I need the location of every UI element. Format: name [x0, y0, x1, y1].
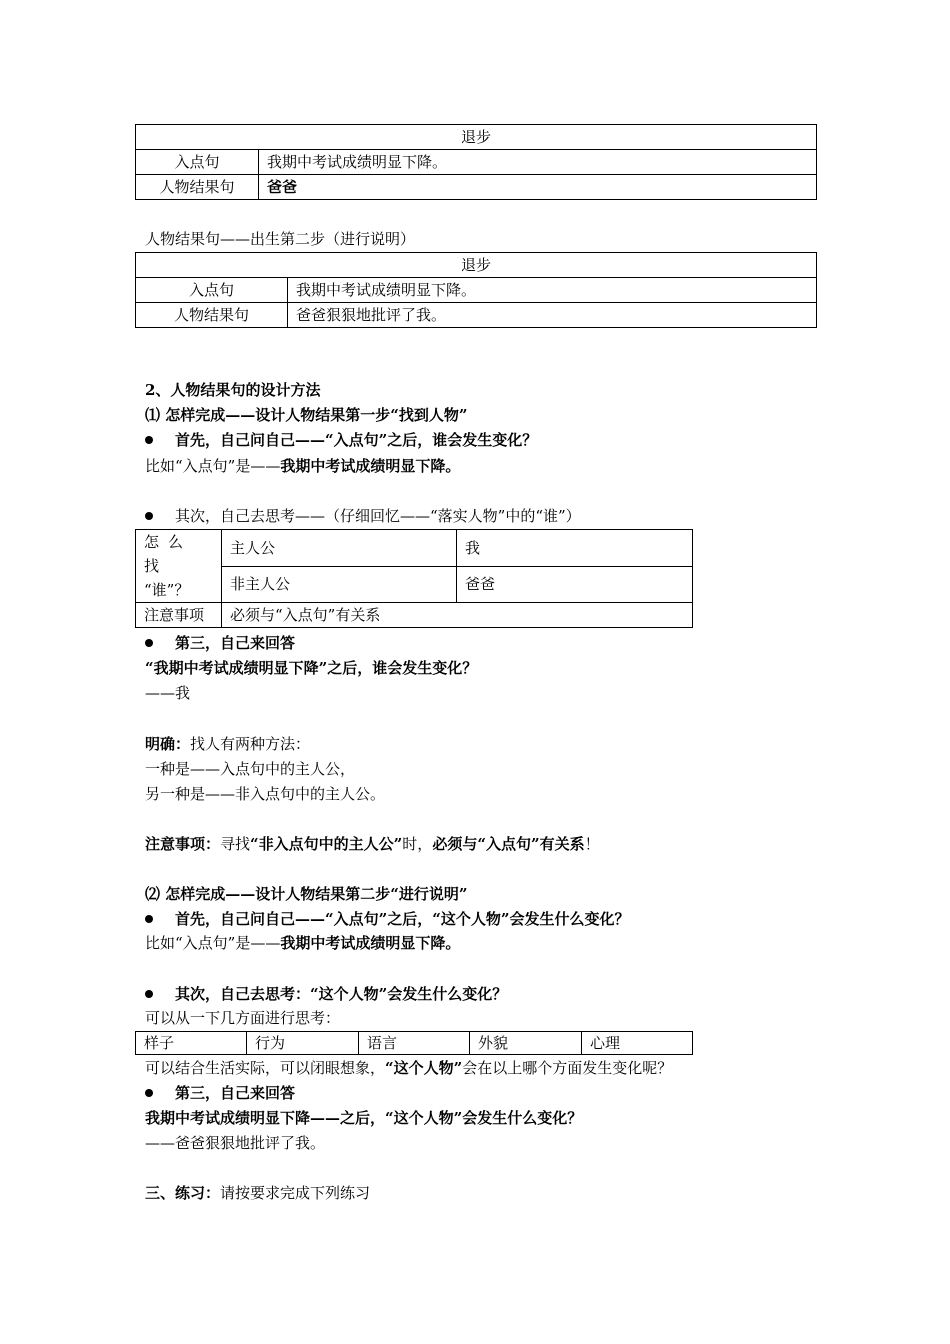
method-line: 一种是——入点句中的主人公， [145, 760, 356, 778]
label-line: 怎么找 [144, 533, 193, 575]
imagine-bold: “这个人物” [385, 1059, 463, 1077]
note-line [145, 832, 600, 857]
note-label: 注意事项： [145, 835, 221, 853]
table-header: 退步 [136, 253, 817, 278]
bullet-icon [145, 1089, 153, 1097]
table-cell: 爸爸 [457, 566, 693, 603]
step-title: ⑴ 怎样完成——设计人物结果第一步“找到人物” [145, 406, 468, 424]
table-cell-label: 入点句 [136, 150, 259, 175]
example-line [145, 454, 460, 479]
table-row [136, 150, 817, 175]
aspect-cell: 行为 [247, 1032, 359, 1055]
bullet-icon [145, 436, 153, 444]
bullet-line [145, 907, 630, 932]
bullet-text: 首先，自己问自己——“入点句”之后，“这个人物”会发生什么变化？ [175, 910, 630, 928]
note-bold: “非入点句中的主人公” [250, 835, 403, 853]
table-cell-label: 入点句 [136, 278, 288, 303]
answer-text: ——我 [145, 684, 191, 702]
example-bold: 我期中考试成绩明显下降。 [280, 457, 461, 475]
section-title [145, 1181, 370, 1206]
table-cell: 我 [457, 530, 693, 567]
caption: 人物结果句——出生第二步（进行说明） [145, 230, 416, 248]
bullet-icon [145, 915, 153, 923]
section-label: 三、练习： [145, 1184, 221, 1202]
imagine-line [145, 1056, 672, 1081]
answer-question: “我期中考试成绩明显下降”之后，谁会发生变化？ [145, 659, 478, 677]
label-line: “谁”？ [144, 581, 190, 599]
table-find-who [135, 529, 693, 628]
table-cell-label: 注意事项 [136, 603, 222, 628]
aspect-cell: 外貌 [470, 1032, 582, 1055]
note-text: 寻找 [220, 835, 251, 853]
aspects-intro: 可以从一下几方面进行思考： [145, 1009, 341, 1027]
section-title: 2、人物结果句的设计方法 [145, 381, 321, 399]
clear-text: 找人有两种方法： [190, 735, 311, 753]
bullet-line [145, 1081, 295, 1106]
method-line: 另一种是——非入点句中的主人公。 [145, 785, 386, 803]
table-cell-label: 人物结果句 [136, 175, 259, 200]
table-row [136, 530, 693, 567]
table-row [136, 303, 817, 328]
bullet-icon [145, 512, 153, 520]
example-bold: 我期中考试成绩明显下降。 [280, 934, 461, 952]
table-row [136, 253, 817, 278]
bullet-icon [145, 639, 153, 647]
imagine-text: 会在以上哪个方面发生变化呢？ [462, 1059, 673, 1077]
bullet-line [145, 982, 507, 1007]
table-row [136, 175, 817, 200]
table-row [136, 278, 817, 303]
note-bold: 必须与“入点句”有关系 [432, 835, 585, 853]
table-header: 退步 [136, 125, 817, 150]
table-result-sentence-2 [135, 252, 817, 328]
bullet-line [145, 631, 295, 656]
table-row [136, 1032, 693, 1055]
clear-line [145, 732, 310, 757]
table-cell-label: 人物结果句 [136, 303, 288, 328]
section-text: 请按要求完成下列练习 [220, 1184, 371, 1202]
bullet-line [145, 428, 537, 453]
table-row [136, 603, 693, 628]
bullet-text: 其次，自己去思考：“这个人物”会发生什么变化？ [175, 985, 508, 1003]
aspect-cell: 语言 [359, 1032, 470, 1055]
table-result-sentence-1 [135, 124, 817, 200]
bullet-text: 第三，自己来回答 [175, 634, 296, 652]
answer-question: 我期中考试成绩明显下降——之后，“这个人物”会发生什么变化？ [145, 1109, 583, 1127]
clear-label: 明确： [145, 735, 191, 753]
aspect-cell: 心理 [582, 1032, 693, 1055]
example-prefix: 比如“入点句”是—— [145, 457, 281, 475]
example-line [145, 931, 460, 956]
table-cell-value: 我期中考试成绩明显下降。 [288, 278, 817, 303]
table-cell: 必须与“入点句”有关系 [222, 603, 693, 628]
table-cell: 主人公 [222, 530, 457, 567]
note-text: ！ [584, 835, 600, 853]
note-text: 时， [402, 835, 433, 853]
bullet-text: 第三，自己来回答 [175, 1084, 296, 1102]
table-row [136, 125, 817, 150]
answer-text: ——爸爸狠狠地批评了我。 [145, 1134, 326, 1152]
table-cell-value: 爸爸 [259, 175, 817, 200]
table-cell-value: 我期中考试成绩明显下降。 [259, 150, 817, 175]
aspect-cell: 样子 [136, 1032, 247, 1055]
bullet-icon [145, 990, 153, 998]
bullet-text: 首先，自己问自己——“入点句”之后，谁会发生变化？ [175, 431, 538, 449]
table-cell-value: 爸爸狠狠地批评了我。 [288, 303, 817, 328]
bullet-text: 其次，自己去思考——（仔细回忆——“落实人物”中的“谁”） [175, 507, 581, 525]
imagine-text: 可以结合生活实际，可以闭眼想象， [145, 1059, 386, 1077]
step-title: ⑵ 怎样完成——设计人物结果第二步“进行说明” [145, 885, 468, 903]
table-cell: 非主人公 [222, 566, 457, 603]
bullet-line [145, 504, 581, 529]
table-cell-label [136, 530, 222, 603]
example-prefix: 比如“入点句”是—— [145, 934, 281, 952]
table-aspects [135, 1031, 693, 1055]
